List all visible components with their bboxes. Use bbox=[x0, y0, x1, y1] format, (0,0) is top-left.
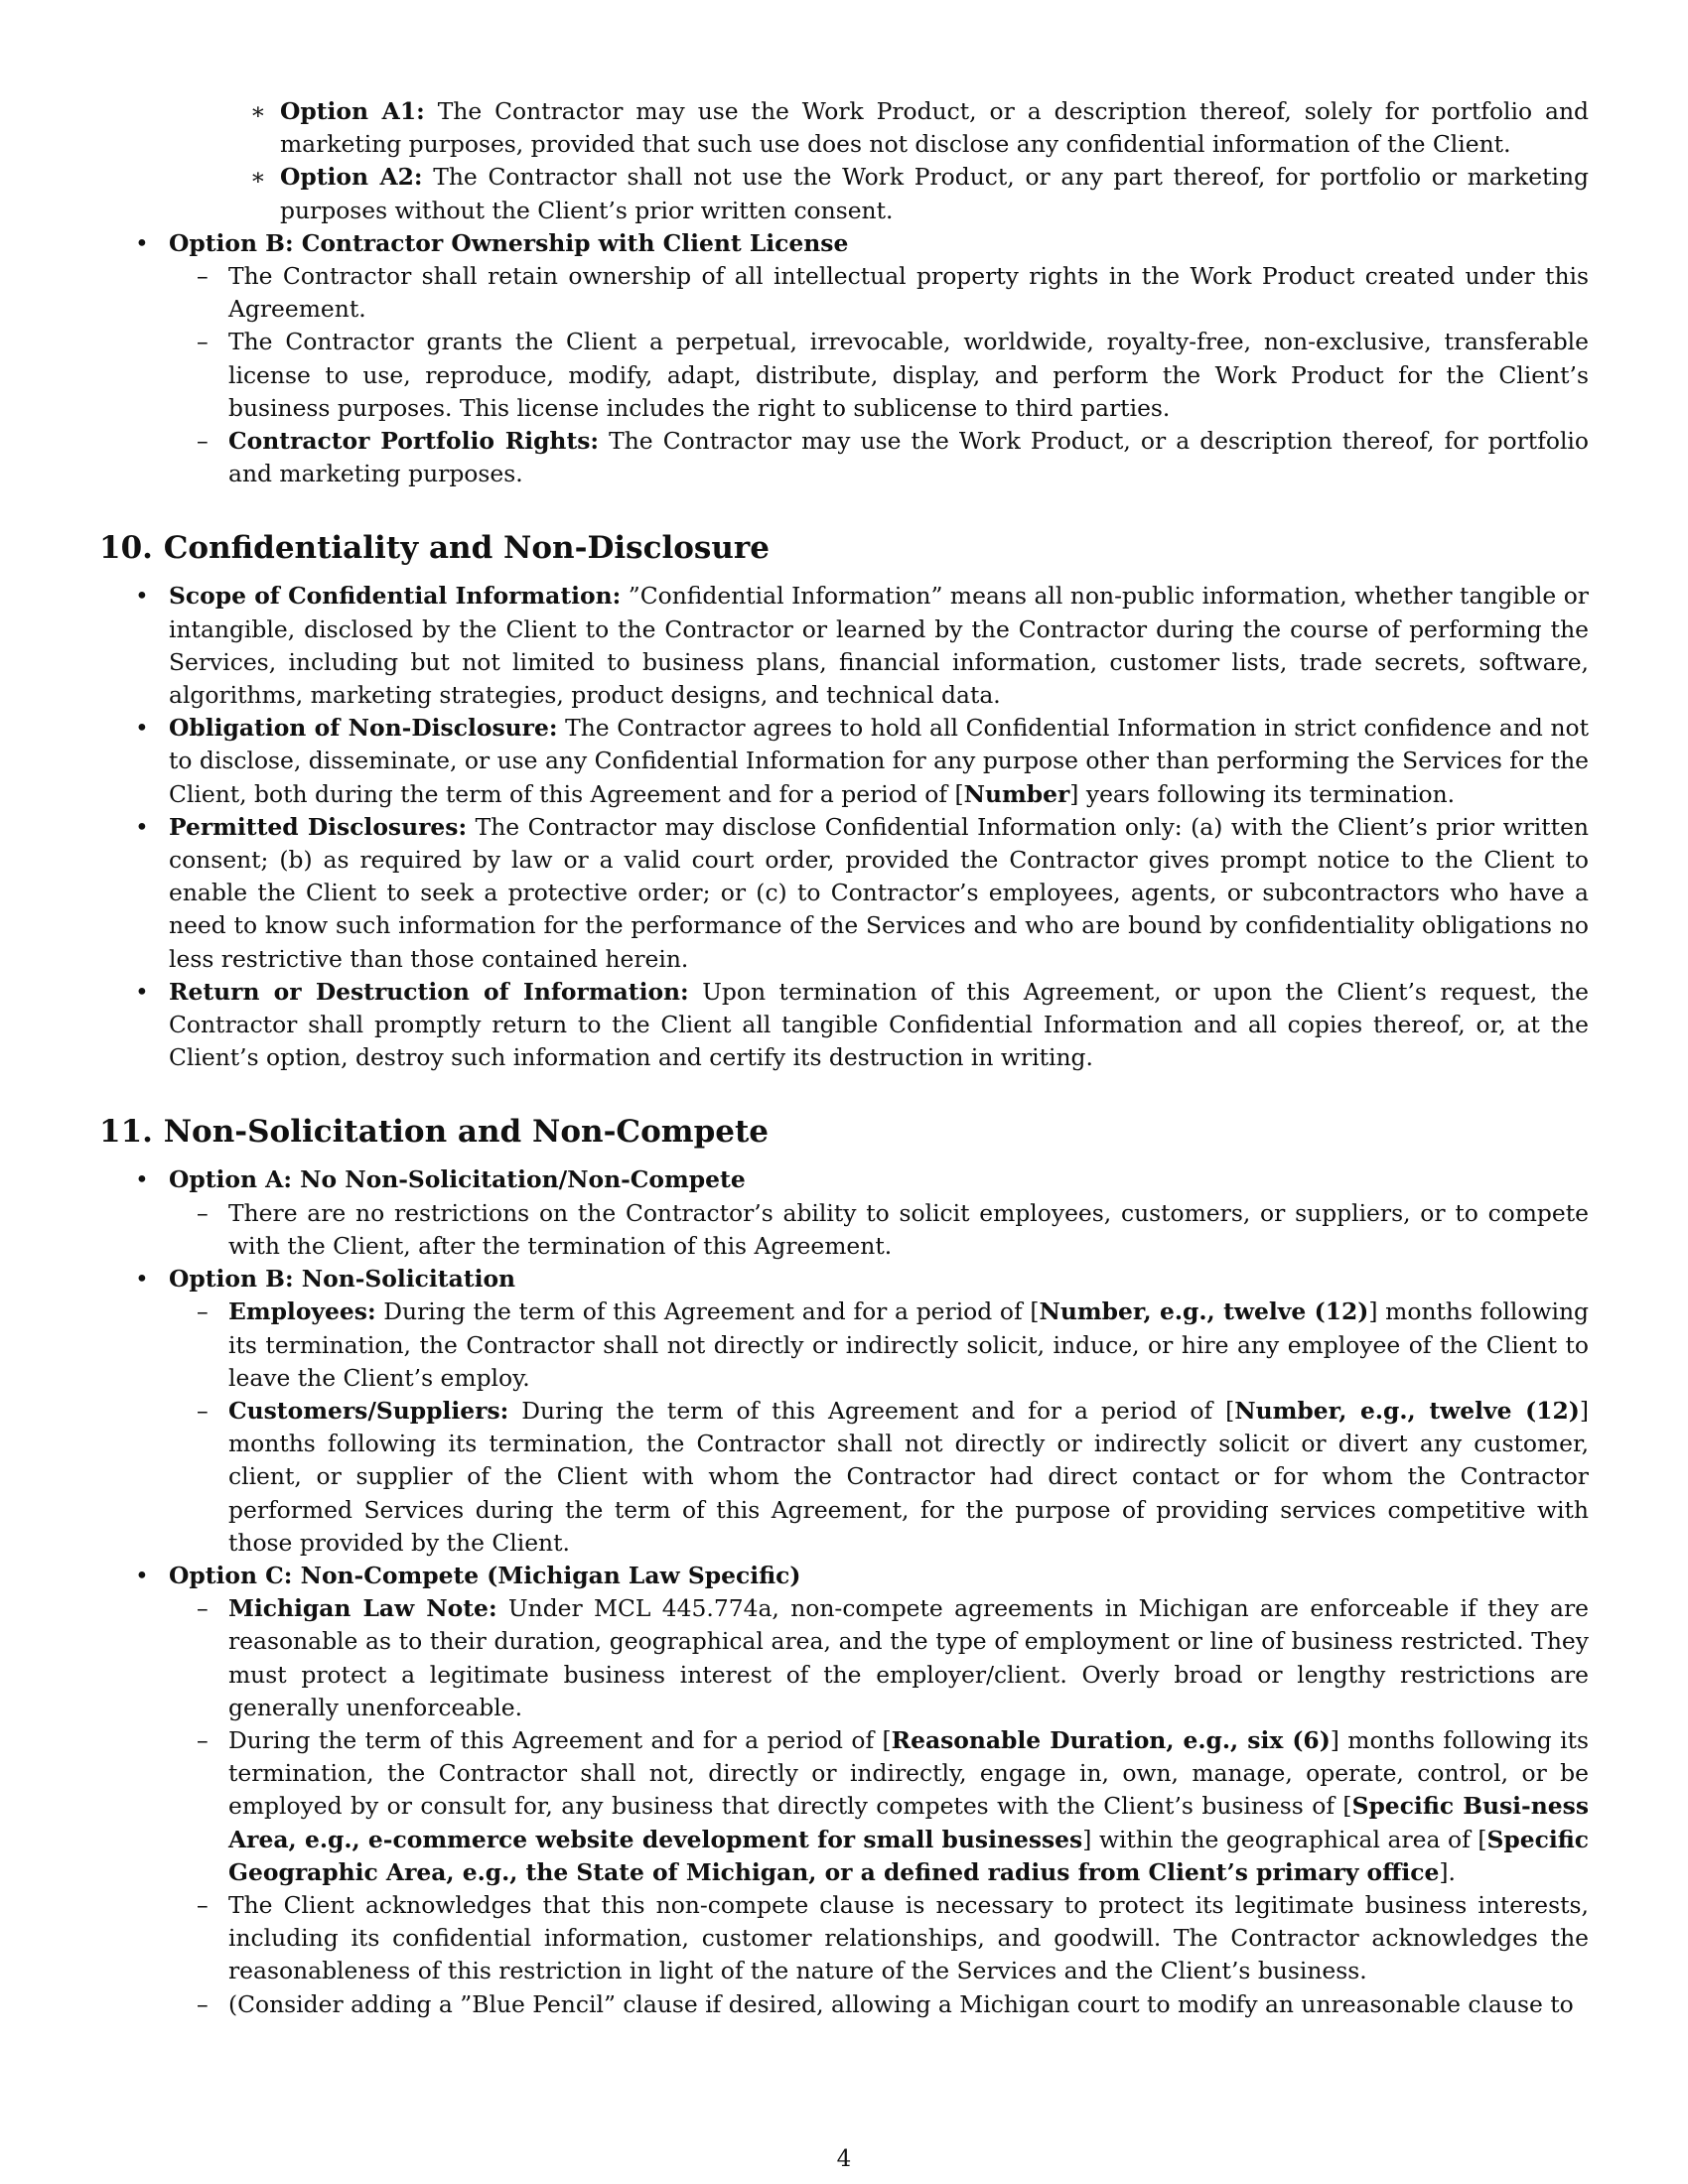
item-text: The Client acknowledges that this non-compete clause is necessary to protect its legitimate business interests, including its confidential information, customer relationships, and goodwill. The Contractor acknowledges the reasonableness of this restriction in light of the nature of the Services and the Client’s business. bbox=[228, 1890, 1589, 1985]
list-item bbox=[99, 1988, 1589, 2021]
list-item bbox=[99, 1395, 1589, 1560]
dash-bullet-icon: – bbox=[197, 328, 209, 356]
list-item bbox=[99, 976, 1589, 1075]
dash-bullet-icon: – bbox=[197, 1396, 209, 1425]
list-item bbox=[99, 425, 1589, 490]
bullet-icon: • bbox=[135, 228, 149, 257]
item-text: (Consider adding a ”Blue Pencil” clause if desired, allowing a Michigan court to modify an unreasonable clause to bbox=[228, 1989, 1574, 2018]
list-item bbox=[99, 1263, 1589, 1296]
dash-bullet-icon: – bbox=[197, 1989, 209, 2018]
list-item bbox=[99, 326, 1589, 425]
item-text: Under MCL 445.774a, non-compete agreements in Michigan are enforceable if they are reasonable as to their duration, geographical area, and the type of employment or line of business restricted. They must protect a legitimate business interest of the employer/client. Overly broad or lengthy restrictions are generally unenforceable. bbox=[228, 1594, 1589, 1721]
bullet-icon: • bbox=[135, 1165, 149, 1194]
item-lead: Obligation of Non-Disclosure: bbox=[169, 714, 558, 743]
section-non-solicitation bbox=[99, 1163, 1589, 2020]
list-item bbox=[99, 712, 1589, 811]
placeholder-bold: Number, e.g., twelve (12) bbox=[1039, 1297, 1369, 1326]
dash-bullet-icon: – bbox=[197, 1890, 209, 1919]
list-item bbox=[99, 1197, 1589, 1263]
item-lead: Permitted Disclosures: bbox=[169, 812, 468, 841]
item-lead: Option A1: bbox=[280, 97, 425, 125]
item-text: ] months following its termination, the Contractor shall not directly or indirectly solicit, induce, or hire any employee of the Client to leave the Client’s employ. bbox=[228, 1297, 1589, 1392]
item-lead: Employees: bbox=[228, 1297, 376, 1326]
section-confidentiality bbox=[99, 580, 1589, 1074]
item-text: The Contractor shall retain ownership of all intellectual property rights in the Work Product created under this Agreement. bbox=[228, 262, 1589, 324]
asterisk-bullet-icon: ∗ bbox=[250, 163, 266, 192]
item-lead: Option A2: bbox=[280, 163, 423, 192]
list-item bbox=[99, 95, 1589, 161]
bullet-icon: • bbox=[135, 1561, 149, 1589]
bullet-icon: • bbox=[135, 977, 149, 1006]
item-lead: Scope of Confidential Information: bbox=[169, 582, 622, 611]
dash-bullet-icon: – bbox=[197, 1198, 209, 1227]
item-text: ] months following its termination, the Contractor shall not, directly or indirectly, engage in, own, manage, operate, control, or be employed by or consult for, any business that directly competes with the Client’s business of [ bbox=[228, 1725, 1589, 1821]
bullet-icon: • bbox=[135, 582, 149, 611]
bullet-icon: • bbox=[135, 714, 149, 743]
item-text: During the term of this Agreement and for a period of [ bbox=[375, 1297, 1040, 1326]
placeholder-bold: Number bbox=[963, 779, 1070, 808]
placeholder-bold: Reasonable Duration, e.g., six (6) bbox=[891, 1725, 1331, 1754]
item-lead: Customers/Suppliers: bbox=[228, 1396, 509, 1425]
page-number: 4 bbox=[836, 2146, 852, 2172]
item-text: The Contractor may disclose Confidential Information only: (a) with the Client’s prior written consent; (b) as required by law or a valid court order, provided the Contractor gives prompt notice to the Client to enable the Client to seek a protective order; or (c) to Contractor’s employees, agents, or subcontractors who have a need to know such information for the performance of the Services and who are bound by confidentiality obligations no less restrictive than those contained herein. bbox=[169, 812, 1589, 973]
item-text: ] months following its termination, the Contractor shall not directly or indirectly solicit or divert any customer, client, or supplier of the Client with whom the Contractor had direct contact or for whom the Contractor performed Services during the term of this Agreement, for the purpose of providing services competitive with those provided by the Client. bbox=[228, 1396, 1589, 1557]
list-item bbox=[99, 1592, 1589, 1724]
dash-bullet-icon: – bbox=[197, 1725, 209, 1754]
list-item bbox=[99, 260, 1589, 326]
item-text: ] within the geographical area of [ bbox=[1082, 1825, 1487, 1853]
item-text: During the term of this Agreement and for a period of [ bbox=[228, 1725, 892, 1754]
item-text: Upon termination of this Agreement, or upon the Client’s request, the Contractor shall promptly return to the Client all tangible Confidential Information and all copies thereof, or, at the Client’s option, destroy such information and certify its destruction in writing. bbox=[169, 977, 1589, 1072]
asterisk-bullet-icon: ∗ bbox=[250, 97, 266, 125]
list-item bbox=[99, 811, 1589, 976]
item-lead: Michigan Law Note: bbox=[228, 1594, 497, 1623]
placeholder-bold: Specific Busi-ness Area, e.g., e-commerce website development for small businesses bbox=[228, 1792, 1589, 1853]
list-item bbox=[99, 1560, 1589, 1592]
placeholder-bold: Number, e.g., twelve (12) bbox=[1234, 1396, 1580, 1425]
dash-bullet-icon: – bbox=[197, 1594, 209, 1623]
section-heading-non-solicitation: 11. Non-Solicitation and Non-Compete bbox=[99, 1114, 770, 1151]
dash-bullet-icon: – bbox=[197, 262, 209, 291]
bullet-icon: • bbox=[135, 1265, 149, 1294]
list-item bbox=[99, 1296, 1589, 1395]
item-lead: Return or Destruction of Information: bbox=[169, 977, 689, 1006]
list-item bbox=[99, 1724, 1589, 1889]
list-item bbox=[99, 161, 1589, 226]
list-item bbox=[99, 1163, 1589, 1196]
item-text: ] years following its termination. bbox=[1069, 779, 1456, 808]
item-lead: Option C: Non-Compete (Michigan Law Specific) bbox=[169, 1561, 801, 1589]
list-item bbox=[99, 580, 1589, 712]
document-page bbox=[99, 95, 1589, 2021]
dash-bullet-icon: – bbox=[197, 1297, 209, 1326]
item-text: During the term of this Agreement and for a period of [ bbox=[508, 1396, 1235, 1425]
item-lead: Option B: Non-Solicitation bbox=[169, 1265, 516, 1294]
item-lead: Option A: No Non-Solicitation/Non-Compete bbox=[169, 1165, 746, 1194]
item-text: ]. bbox=[1439, 1857, 1456, 1886]
section-heading-confidentiality: 10. Confidentiality and Non-Disclosure bbox=[99, 530, 770, 567]
item-text: ”Confidential Information” means all non-public information, whether tangible or intangible, disclosed by the Client to the Contractor or learned by the Contractor during the course of performing the Services, including but not limited to business plans, financial information, customer lists, trade secrets, software, algorithms, marketing strategies, product designs, and technical data. bbox=[169, 582, 1589, 710]
item-text: The Contractor may use the Work Product, or a description thereof, for portfolio and marketing purposes. bbox=[228, 427, 1589, 488]
placeholder-bold: Specific Geographic Area, e.g., the State of Michigan, or a defined radius from Client’s primary office bbox=[228, 1825, 1589, 1886]
item-text: The Contractor shall not use the Work Product, or any part thereof, for portfolio or marketing purposes without the Client’s prior written consent. bbox=[280, 163, 1589, 224]
item-text: There are no restrictions on the Contractor’s ability to solicit employees, customers, or suppliers, or to compete with the Client, after the termination of this Agreement. bbox=[228, 1198, 1589, 1260]
list-item bbox=[99, 227, 1589, 260]
item-text: The Contractor grants the Client a perpetual, irrevocable, worldwide, royalty-free, non-exclusive, transferable license to use, reproduce, modify, adapt, distribute, display, and perform the Work Product for the Client’s business purposes. This license includes the right to sublicense to third parties. bbox=[228, 328, 1589, 422]
top-items bbox=[99, 95, 1589, 490]
item-lead: Option B: Contractor Ownership with Client License bbox=[169, 228, 849, 257]
list-item bbox=[99, 1889, 1589, 1988]
item-text: The Contractor may use the Work Product, or a description thereof, solely for portfolio and marketing purposes, provided that such use does not disclose any confidential information of the Client. bbox=[280, 97, 1590, 159]
item-text: The Contractor agrees to hold all Confidential Information in strict confidence and not to disclose, disseminate, or use any Confidential Information for any purpose other than performing the Services for the Client, both during the term of this Agreement and for a period of [ bbox=[169, 714, 1589, 808]
dash-bullet-icon: – bbox=[197, 427, 209, 456]
bullet-icon: • bbox=[135, 812, 149, 841]
item-lead: Contractor Portfolio Rights: bbox=[228, 427, 600, 456]
